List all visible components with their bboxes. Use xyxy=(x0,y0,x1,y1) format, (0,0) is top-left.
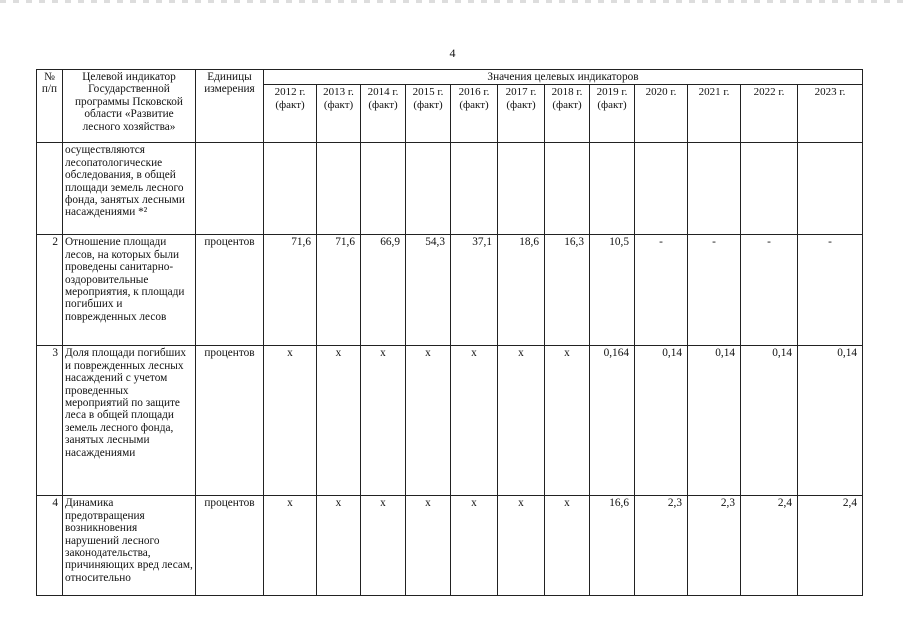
value-cell xyxy=(317,143,361,235)
value-cell: 0,14 xyxy=(635,346,688,496)
value-cell: 2,4 xyxy=(798,496,863,596)
year-header: 2021 г. xyxy=(688,85,741,143)
value-cell: 66,9 xyxy=(361,235,406,346)
value-cell: 37,1 xyxy=(451,235,498,346)
value-cell: х xyxy=(317,346,361,496)
year-header: 2017 г. (факт) xyxy=(498,85,545,143)
year-header: 2016 г. (факт) xyxy=(451,85,498,143)
value-cell xyxy=(545,143,590,235)
table-row xyxy=(37,496,863,596)
value-cell xyxy=(406,143,451,235)
year-header: 2019 г. (факт) xyxy=(590,85,635,143)
row-indicator: Доля площади погибших и поврежденных лесных насаждений с учетом проведенных мероприятий по защите леса в общей площади земель лесного фонда, занятых лесными насаждениями xyxy=(63,346,196,496)
row-num: 3 xyxy=(37,346,63,496)
year-header: 2014 г. (факт) xyxy=(361,85,406,143)
value-cell xyxy=(361,143,406,235)
value-cell: 16,3 xyxy=(545,235,590,346)
value-cell: 18,6 xyxy=(498,235,545,346)
value-cell: х xyxy=(264,496,317,596)
value-cell: 0,14 xyxy=(741,346,798,496)
header-num: № п/п xyxy=(37,70,63,143)
header-indicator: Целевой индикатор Государственной программы Псковской области «Развитие лесного хозяйства» xyxy=(63,70,196,143)
value-cell: 71,6 xyxy=(264,235,317,346)
table-row xyxy=(37,143,863,235)
year-header: 2022 г. xyxy=(741,85,798,143)
value-cell: х xyxy=(498,496,545,596)
value-cell xyxy=(798,143,863,235)
value-cell: 71,6 xyxy=(317,235,361,346)
row-units: процентов xyxy=(196,346,264,496)
table-row xyxy=(37,346,863,496)
indicators-table xyxy=(36,69,863,596)
year-header: 2012 г. (факт) xyxy=(264,85,317,143)
value-cell: 2,3 xyxy=(635,496,688,596)
value-cell: - xyxy=(798,235,863,346)
value-cell: х xyxy=(406,346,451,496)
value-cell: - xyxy=(688,235,741,346)
value-cell xyxy=(264,143,317,235)
value-cell: х xyxy=(545,496,590,596)
value-cell: х xyxy=(361,496,406,596)
value-cell xyxy=(590,143,635,235)
value-cell xyxy=(498,143,545,235)
value-cell xyxy=(741,143,798,235)
value-cell: 0,14 xyxy=(688,346,741,496)
header-units: Единицы измерения xyxy=(196,70,264,143)
value-cell: 0,14 xyxy=(798,346,863,496)
table-row xyxy=(37,235,863,346)
row-num xyxy=(37,143,63,235)
scan-artifact xyxy=(0,0,905,3)
value-cell xyxy=(451,143,498,235)
value-cell: х xyxy=(451,346,498,496)
value-cell: х xyxy=(406,496,451,596)
value-cell: 0,164 xyxy=(590,346,635,496)
value-cell xyxy=(688,143,741,235)
value-cell: - xyxy=(635,235,688,346)
row-num: 4 xyxy=(37,496,63,596)
value-cell: х xyxy=(545,346,590,496)
year-header: 2018 г. (факт) xyxy=(545,85,590,143)
year-header: 2015 г. (факт) xyxy=(406,85,451,143)
year-header: 2020 г. xyxy=(635,85,688,143)
value-cell: 2,4 xyxy=(741,496,798,596)
value-cell: 10,5 xyxy=(590,235,635,346)
value-cell: - xyxy=(741,235,798,346)
row-units: процентов xyxy=(196,496,264,596)
value-cell xyxy=(635,143,688,235)
value-cell: 54,3 xyxy=(406,235,451,346)
row-indicator: Отношение площади лесов, на которых были проведены санитарно-оздоровительные мероприятия, к площади погибших и поврежденных лесов xyxy=(63,235,196,346)
value-cell: х xyxy=(264,346,317,496)
row-units: процентов xyxy=(196,235,264,346)
row-indicator: Динамика предотвращения возникновения нарушений лесного законодательства, причиняющих вред лесам, относительно xyxy=(63,496,196,596)
value-cell: х xyxy=(361,346,406,496)
header-row xyxy=(37,70,863,85)
value-cell: 2,3 xyxy=(688,496,741,596)
year-header: 2023 г. xyxy=(798,85,863,143)
header-values-group: Значения целевых индикаторов xyxy=(264,70,863,85)
value-cell: 16,6 xyxy=(590,496,635,596)
row-num: 2 xyxy=(37,235,63,346)
page-number: 4 xyxy=(449,46,456,60)
row-indicator: осуществляются лесопатологические обследования, в общей площади земель лесного фонда, занятых лесными насаждениями *² xyxy=(63,143,196,235)
value-cell: х xyxy=(451,496,498,596)
value-cell: х xyxy=(498,346,545,496)
year-header: 2013 г. (факт) xyxy=(317,85,361,143)
row-units xyxy=(196,143,264,235)
value-cell: х xyxy=(317,496,361,596)
